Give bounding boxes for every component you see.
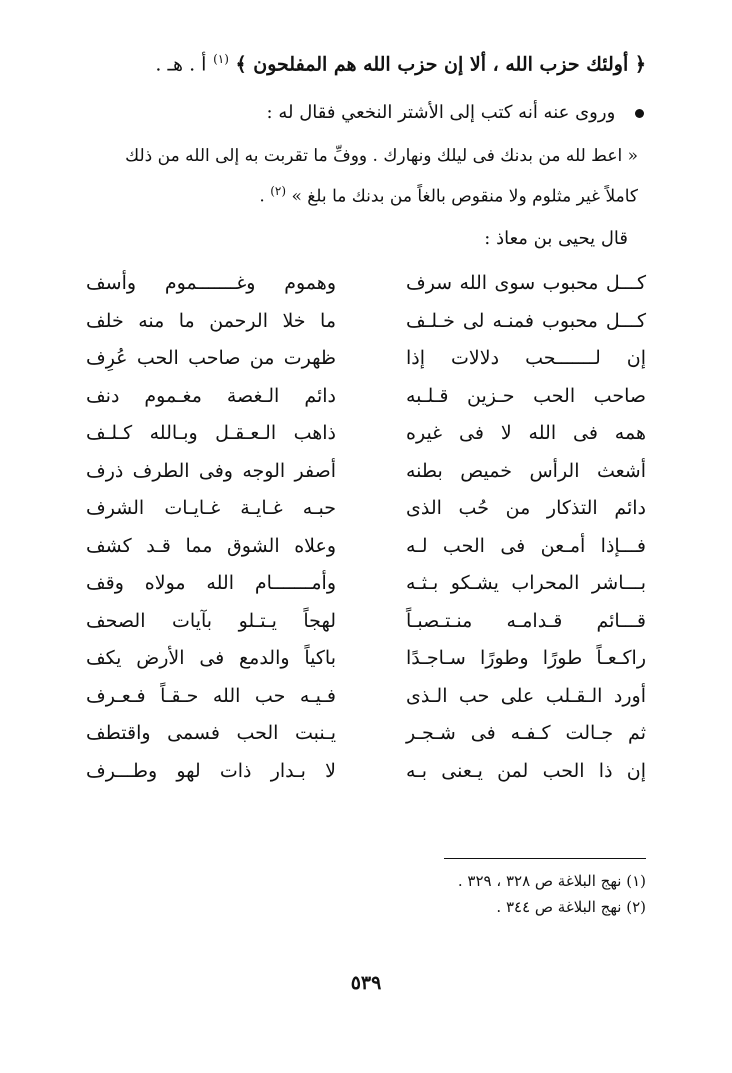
verse-first-hemistich: دائم التذكار من حُب الذى	[406, 497, 646, 519]
poem-verse	[86, 570, 646, 608]
verse-first-hemistich: بـــاشر المحراب يشـكو بـثـه	[406, 572, 646, 594]
quran-verse-suffix: أ . هـ .	[155, 53, 207, 76]
verse-first-hemistich: قـــائم قـدامـه منـتـصبـاً	[406, 609, 646, 632]
verse-second-hemistich: ظهرت من صاحب الحب عُرِف	[86, 347, 336, 369]
intro-paragraph	[267, 102, 644, 123]
poem-verse	[86, 270, 646, 308]
quran-verse-line	[155, 52, 646, 75]
verse-first-hemistich: أورد الـقـلب على حب الـذى	[406, 684, 646, 707]
verse-first-hemistich: راكـعـاً طورًا وطورًا سـاجـدًا	[406, 647, 646, 669]
verse-second-hemistich: ما خلا الرحمن ما منه خلف	[86, 309, 336, 332]
footnote-2: (٢) نهج البلاغة ص ٣٤٤ .	[496, 898, 646, 916]
poem-verse	[86, 420, 646, 458]
poem-verse	[86, 383, 646, 421]
poem-verse	[86, 308, 646, 346]
poem-verse	[86, 720, 646, 758]
verse-first-hemistich: أشعث الرأس خميص بطنه	[406, 459, 646, 482]
poem-verse	[86, 608, 646, 646]
poem-verse	[86, 533, 646, 571]
quote-end: .	[259, 186, 265, 207]
verse-first-hemistich: صاحب الحب حـزين قـلـبه	[406, 384, 646, 407]
poem	[86, 270, 646, 795]
footnote-ref-1: (١)	[213, 52, 229, 66]
verse-first-hemistich: إن لـــــــحب دلالات إذا	[406, 347, 646, 369]
quote-line-2-text: كاملاً غير مثلوم ولا منقوص بالغاً من بدنك ما بلغ »	[291, 186, 638, 207]
verse-first-hemistich: إن ذا الحب لمن يـعنى بـه	[406, 759, 646, 782]
footnote-divider	[444, 858, 646, 859]
footnote-1: (١) نهج البلاغة ص ٣٢٨ ، ٣٢٩ .	[457, 872, 646, 890]
page-number: ٥٣٩	[350, 972, 382, 994]
verse-second-hemistich: لهجاً يـتـلو بآيات الصحف	[86, 609, 336, 632]
verse-first-hemistich: فـــإذا أمـعن فى الحب لـه	[406, 534, 646, 557]
verse-second-hemistich: حبـه غـايـة غـايـات الشرف	[86, 497, 336, 519]
footnote-ref-2: (٢)	[270, 184, 287, 198]
verse-second-hemistich: فـيـه حب الله حـقـاً فـعـرف	[86, 684, 336, 707]
poem-verse	[86, 683, 646, 721]
verse-second-hemistich: لا بـدار ذات لهو وطـــرف	[86, 759, 336, 782]
bullet-icon	[635, 109, 644, 118]
verse-first-hemistich: همه فى الله لا فى غيره	[406, 422, 646, 444]
verse-first-hemistich: كـــل محبوب سوى الله سرف	[406, 272, 646, 294]
verse-second-hemistich: يـنبت الحب فسمى واقتطف	[86, 722, 336, 744]
verse-second-hemistich: دائم الـغصة مغـموم دنف	[86, 384, 336, 407]
quote-line-2	[259, 184, 638, 207]
verse-first-hemistich: كـــل محبوب فمنـه لى خـلـف	[406, 309, 646, 332]
verse-second-hemistich: أصفر الوجه وفى الطرف ذرف	[86, 459, 336, 482]
verse-second-hemistich: وعلاه الشوق مما قـد كشف	[86, 534, 336, 557]
poem-verse	[86, 495, 646, 533]
intro-text: وروى عنه أنه كتب إلى الأشتر النخعي فقال له :	[266, 102, 616, 123]
quote-line-1: « اعط لله من بدنك فى ليلك ونهارك . ووفِّ ما تقربت به إلى الله من ذلك	[125, 146, 638, 166]
poem-verse	[86, 645, 646, 683]
verse-second-hemistich: ذاهب الـعـقـل وبـالله كـلـف	[86, 422, 336, 444]
poem-intro: قال يحيى بن معاذ :	[484, 228, 628, 249]
poem-verse	[86, 458, 646, 496]
verse-first-hemistich: ثم جـالت كـفـه فى شـجـر	[406, 722, 646, 744]
quran-verse-text: ﴿ أولئك حزب الله ، ألا إن حزب الله هم المفلحون ﴾	[235, 53, 646, 76]
poem-verse	[86, 345, 646, 383]
poem-verse	[86, 758, 646, 796]
verse-second-hemistich: وأمـــــــام الله مولاه وقف	[86, 572, 336, 594]
verse-second-hemistich: وهموم وغـــــــموم وأسف	[86, 272, 336, 294]
verse-second-hemistich: باكياً والدمع فى الأرض يكف	[86, 647, 336, 669]
